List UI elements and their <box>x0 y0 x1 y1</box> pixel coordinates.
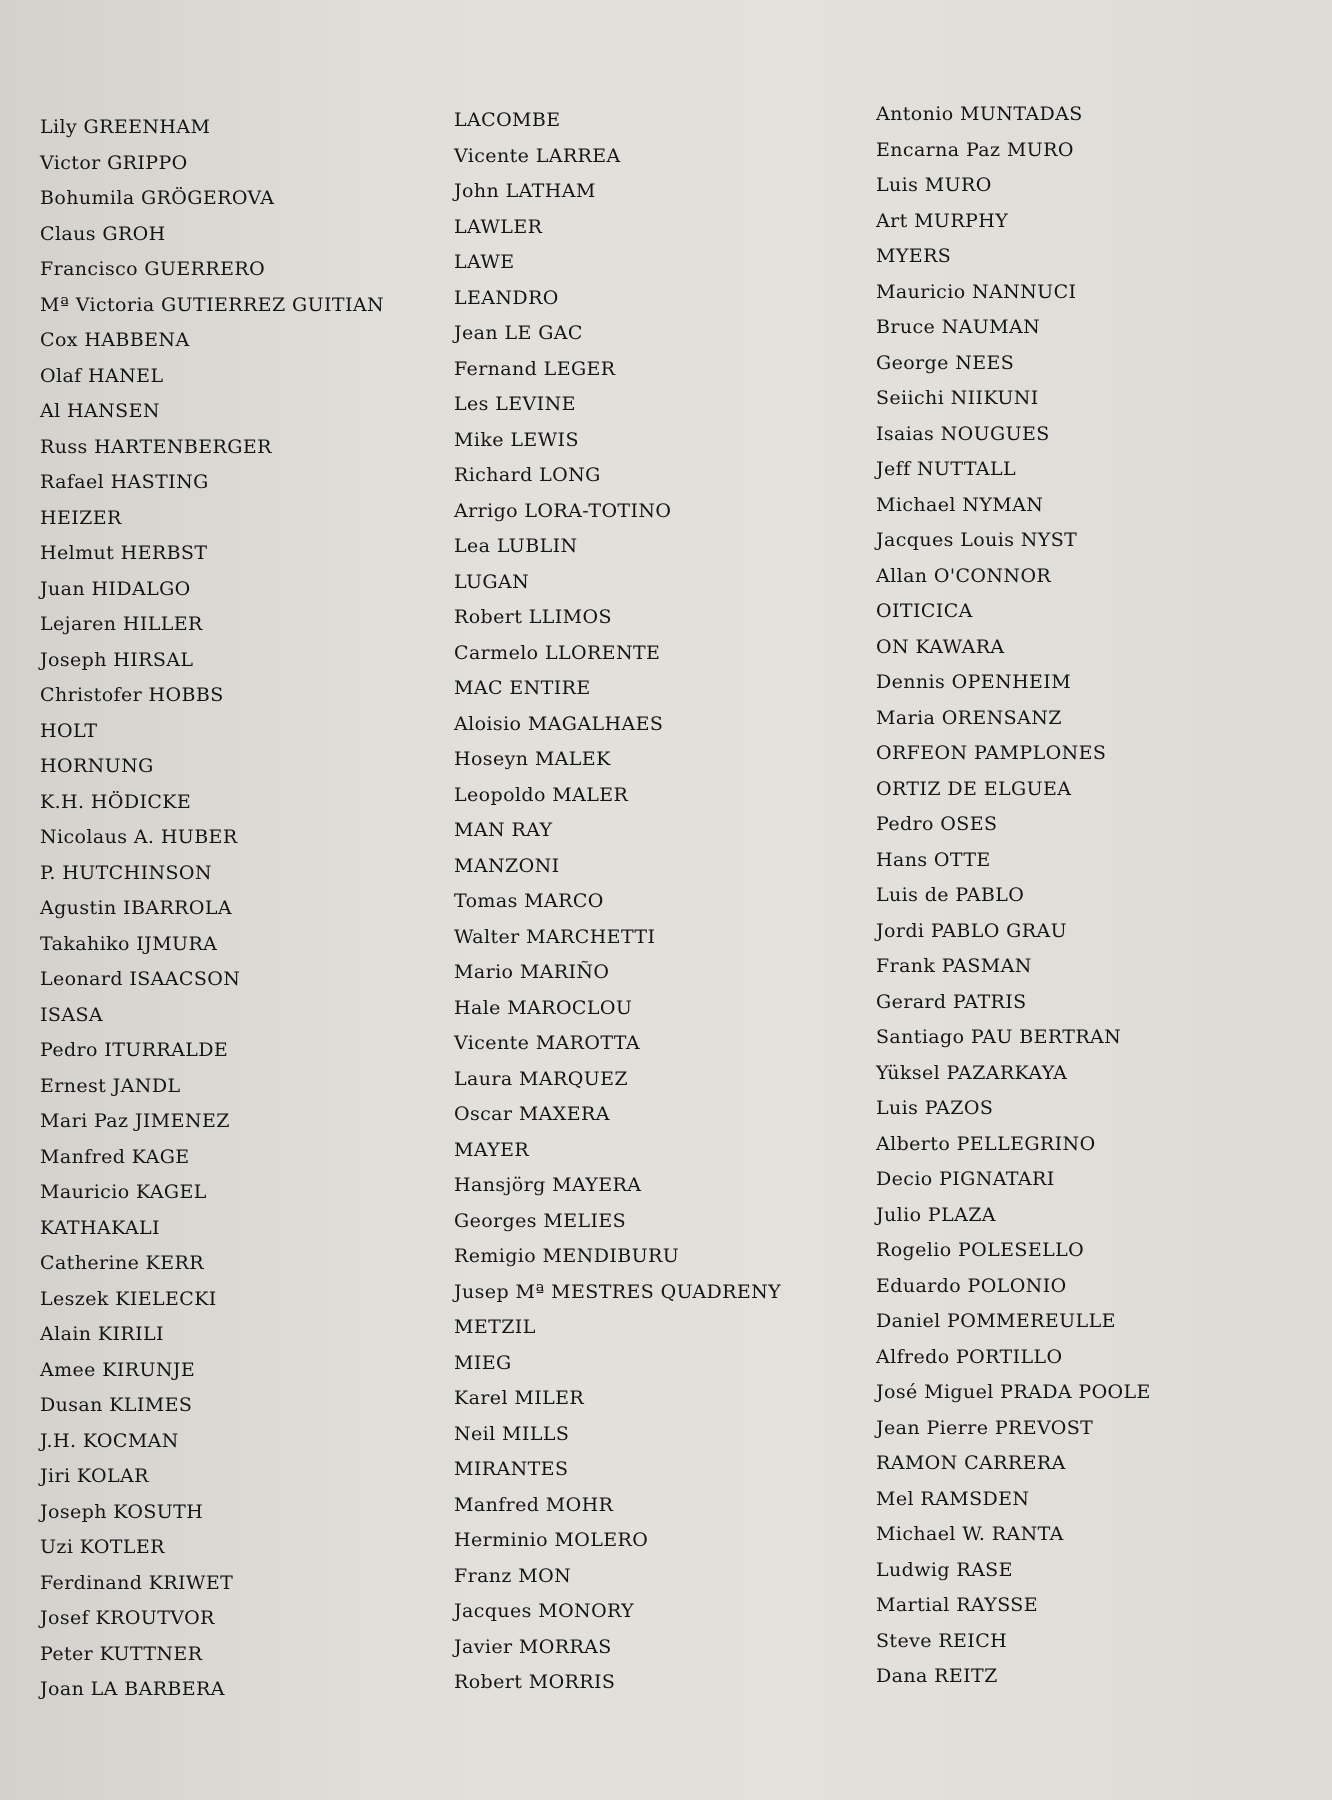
name-entry: Leopoldo MALER <box>454 783 629 806</box>
name-entry: Maria ORENSANZ <box>876 706 1062 729</box>
name-entry: Oscar MAXERA <box>454 1103 610 1125</box>
name-entry: Ernest JANDL <box>40 1074 181 1097</box>
name-entry: Jusep Mª MESTRES QUADRENY <box>454 1280 782 1303</box>
name-entry: LEANDRO <box>454 286 559 309</box>
name-entry: Remigio MENDIBURU <box>454 1245 680 1267</box>
name-entry: P. HUTCHINSON <box>40 861 212 884</box>
name-entry: Dana REITZ <box>876 1665 998 1687</box>
name-entry: Takahiko IJMURA <box>40 932 218 955</box>
name-entry: MAC ENTIRE <box>454 677 591 699</box>
name-entry: HORNUNG <box>40 755 154 777</box>
name-entry: ORTIZ DE ELGUEA <box>876 777 1072 800</box>
name-entry: Jean LE GAC <box>454 322 583 344</box>
name-entry: LAWE <box>454 251 515 273</box>
name-entry: Ludwig RASE <box>876 1558 1013 1581</box>
name-entry: Cox HABBENA <box>40 329 190 351</box>
name-entry: OITICICA <box>876 600 973 622</box>
name-entry: Joseph KOSUTH <box>40 1500 204 1523</box>
name-entry: KATHAKALI <box>40 1216 160 1239</box>
name-entry: Lejaren HILLER <box>40 613 203 635</box>
name-entry: Art MURPHY <box>876 209 1009 232</box>
name-entry: Steve REICH <box>876 1629 1008 1652</box>
name-entry: Karel MILER <box>454 1387 585 1409</box>
name-entry: Alfredo PORTILLO <box>876 1345 1063 1368</box>
name-entry: Richard LONG <box>454 464 601 486</box>
name-entry: MANZONI <box>454 854 560 877</box>
name-entry: Bruce NAUMAN <box>876 316 1041 338</box>
name-entry: Les LEVINE <box>454 393 576 415</box>
name-entry: Rogelio POLESELLO <box>876 1239 1085 1261</box>
name-entry: Juan HIDALGO <box>40 577 191 600</box>
name-entry: ORFEON PAMPLONES <box>876 742 1107 764</box>
name-entry: Manfred MOHR <box>454 1493 614 1516</box>
name-entry: Mari Paz JIMENEZ <box>40 1110 230 1132</box>
name-entry: Hansjörg MAYERA <box>454 1174 642 1196</box>
name-entry: Jacques Louis NYST <box>876 529 1078 551</box>
name-entry: Joan LA BARBERA <box>40 1678 225 1700</box>
name-entry: Michael NYMAN <box>876 493 1044 516</box>
name-entry: Mauricio KAGEL <box>40 1181 207 1203</box>
name-entry: Gerard PATRIS <box>876 990 1027 1013</box>
name-entry: Luis PAZOS <box>876 1097 994 1119</box>
name-entry: Aloisio MAGALHAES <box>454 712 664 735</box>
name-entry: Alain KIRILI <box>40 1323 164 1345</box>
name-entry: Mel RAMSDEN <box>876 1487 1030 1510</box>
name-entry: Michael W. RANTA <box>876 1523 1064 1545</box>
name-entry: Yüksel PAZARKAYA <box>876 1061 1068 1084</box>
name-entry: Mike LEWIS <box>454 428 579 451</box>
names-column-1 <box>40 110 384 1708</box>
name-entry: HEIZER <box>40 506 122 529</box>
name-entry: Dusan KLIMES <box>40 1394 193 1416</box>
name-entry: Nicolaus A. HUBER <box>40 826 238 848</box>
name-entry: Mario MARIÑO <box>454 961 610 983</box>
name-entry: RAMON CARRERA <box>876 1452 1066 1474</box>
name-entry: Hans OTTE <box>876 848 991 871</box>
name-entry: K.H. HÖDICKE <box>40 790 192 813</box>
name-entry: Olaf HANEL <box>40 364 164 387</box>
name-entry: MYERS <box>876 245 952 267</box>
name-entry: METZIL <box>454 1316 536 1338</box>
name-entry: Eduardo POLONIO <box>876 1274 1067 1297</box>
name-entry: MIRANTES <box>454 1458 569 1480</box>
name-entry: Seiichi NIIKUNI <box>876 387 1039 409</box>
name-entry: Agustin IBARROLA <box>40 897 232 919</box>
name-entry: Hale MAROCLOU <box>454 996 633 1019</box>
name-entry: Al HANSEN <box>40 400 160 422</box>
name-entry: Frank PASMAN <box>876 955 1032 977</box>
name-entry: John LATHAM <box>454 180 596 202</box>
name-entry: Russ HARTENBERGER <box>40 435 272 458</box>
name-entry: Tomas MARCO <box>454 890 604 912</box>
name-entry: Jean Pierre PREVOST <box>876 1416 1094 1439</box>
name-entry: Jordi PABLO GRAU <box>876 919 1067 942</box>
name-entry: Rafael HASTING <box>40 471 209 493</box>
name-entry: Josef KROUTVOR <box>40 1607 215 1629</box>
name-entry: Bohumila GRÖGEROVA <box>40 187 275 209</box>
name-entry: ISASA <box>40 1003 103 1026</box>
name-entry: Peter KUTTNER <box>40 1642 203 1665</box>
name-entry: Neil MILLS <box>454 1422 570 1445</box>
name-entry: Joseph HIRSAL <box>40 648 194 671</box>
name-entry: Laura MARQUEZ <box>454 1067 628 1090</box>
name-entry: Robert LLIMOS <box>454 606 612 628</box>
name-entry: Fernand LEGER <box>454 357 616 380</box>
name-entry: Antonio MUNTADAS <box>876 103 1083 125</box>
name-entry: ON KAWARA <box>876 635 1005 658</box>
name-entry: Carmelo LLORENTE <box>454 641 661 664</box>
name-entry: Ferdinand KRIWET <box>40 1571 234 1594</box>
name-entry: Francisco GUERRERO <box>40 258 266 280</box>
name-entry: Decio PIGNATARI <box>876 1168 1055 1190</box>
name-entry: Allan O'CONNOR <box>876 564 1052 587</box>
name-entry: LUGAN <box>454 570 530 593</box>
name-entry: Lea LUBLIN <box>454 535 578 557</box>
name-entry: Isaias NOUGUES <box>876 422 1050 445</box>
name-entry: Vicente LARREA <box>454 144 621 167</box>
name-entry: Helmut HERBST <box>40 542 208 564</box>
name-entry: HOLT <box>40 719 98 742</box>
name-entry: Santiago PAU BERTRAN <box>876 1026 1122 1048</box>
name-entry: Martial RAYSSE <box>876 1594 1038 1616</box>
name-entry: Dennis OPENHEIM <box>876 671 1072 693</box>
names-column-3 <box>876 97 1151 1695</box>
name-entry: Javier MORRAS <box>454 1635 612 1658</box>
name-entry: Arrigo LORA-TOTINO <box>454 499 672 522</box>
name-entry: Amee KIRUNJE <box>40 1358 196 1381</box>
name-entry: LAWLER <box>454 215 543 238</box>
name-entry: Christofer HOBBS <box>40 684 224 706</box>
name-entry: Alberto PELLEGRINO <box>876 1132 1096 1155</box>
name-entry: Walter MARCHETTI <box>454 925 656 948</box>
name-entry: Lily GREENHAM <box>40 116 211 138</box>
name-entry: Herminio MOLERO <box>454 1529 649 1551</box>
name-entry: Jacques MONORY <box>454 1600 635 1622</box>
name-entry: Franz MON <box>454 1564 572 1587</box>
name-entry: Luis MURO <box>876 174 992 196</box>
name-entry: José Miguel PRADA POOLE <box>876 1381 1151 1403</box>
name-entry: MIEG <box>454 1351 512 1374</box>
name-entry: Mauricio NANNUCI <box>876 280 1077 303</box>
name-entry: Luis de PABLO <box>876 884 1025 906</box>
name-entry: Manfred KAGE <box>40 1145 190 1168</box>
name-entry: Leszek KIELECKI <box>40 1287 217 1310</box>
name-entry: Pedro ITURRALDE <box>40 1039 229 1061</box>
name-entry: Julio PLAZA <box>876 1203 996 1226</box>
name-entry: Robert MORRIS <box>454 1671 616 1693</box>
name-entry: Hoseyn MALEK <box>454 748 611 770</box>
name-entry: MAYER <box>454 1138 530 1161</box>
name-entry: Jiri KOLAR <box>40 1465 149 1487</box>
name-entry: Pedro OSES <box>876 813 998 835</box>
name-entry: Georges MELIES <box>454 1209 627 1232</box>
name-entry: Catherine KERR <box>40 1252 204 1274</box>
name-entry: MAN RAY <box>454 819 553 841</box>
name-entry: Mª Victoria GUTIERREZ GUITIAN <box>40 293 385 316</box>
name-entry: LACOMBE <box>454 109 561 131</box>
name-entry: J.H. KOCMAN <box>40 1429 179 1452</box>
name-entry: George NEES <box>876 351 1015 374</box>
name-entry: Encarna Paz MURO <box>876 138 1074 161</box>
name-entry: Uzi KOTLER <box>40 1536 165 1558</box>
names-column-2 <box>454 103 781 1701</box>
name-entry: Leonard ISAACSON <box>40 968 241 990</box>
name-entry: Claus GROH <box>40 222 166 245</box>
name-entry: Jeff NUTTALL <box>876 458 1017 480</box>
name-entry: Vicente MAROTTA <box>454 1032 640 1054</box>
name-entry: Daniel POMMEREULLE <box>876 1310 1116 1332</box>
name-entry: Victor GRIPPO <box>40 151 188 174</box>
